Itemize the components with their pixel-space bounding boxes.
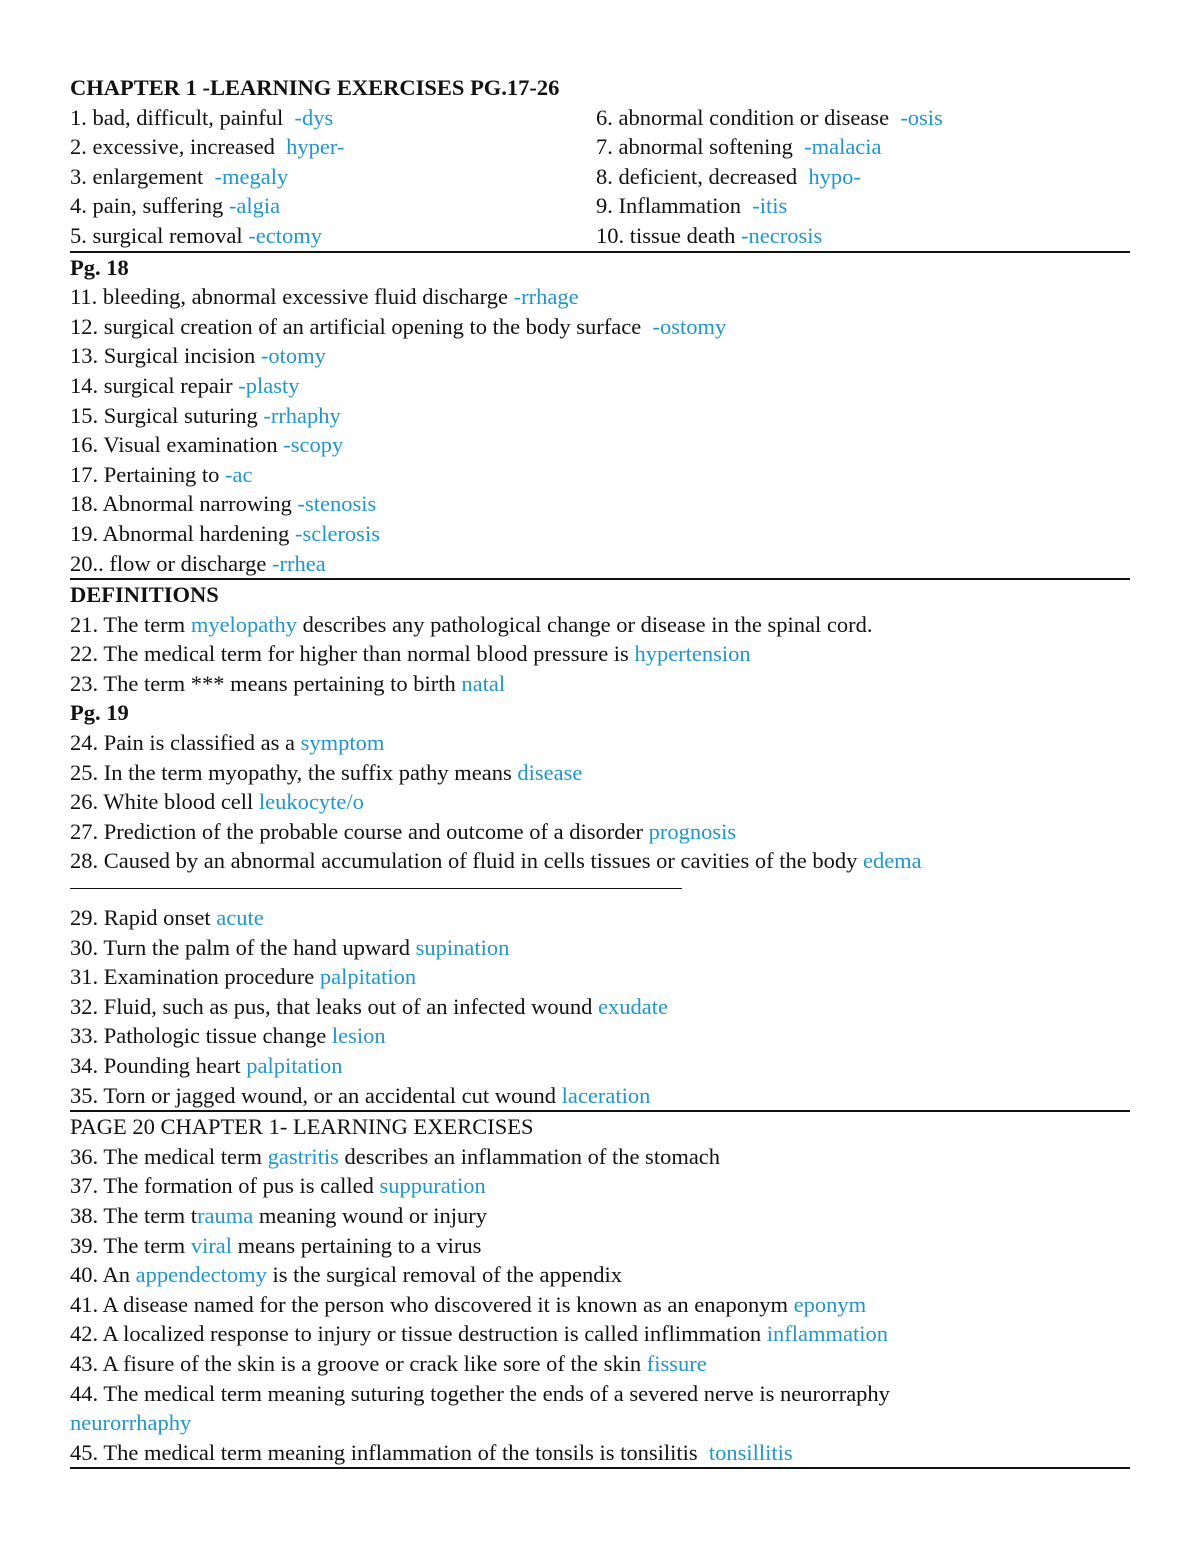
answer-text: rauma (197, 1202, 254, 1228)
section1-grid (70, 103, 1130, 251)
question-text: 1. bad, difficult, painful (70, 104, 295, 130)
answer-text: suppuration (379, 1173, 486, 1199)
question-text: 29. Rapid onset (70, 905, 217, 931)
question-text: 7. abnormal softening (596, 134, 805, 160)
question-text: 30. Turn the palm of the hand upward (70, 934, 416, 960)
list-item (70, 1231, 1130, 1261)
list-item (70, 758, 1130, 788)
list-item (70, 282, 1130, 312)
question-text: 15. Surgical suturing (70, 402, 264, 428)
answer-text: -sclerosis (294, 520, 380, 546)
answer-text: -itis (752, 193, 788, 219)
question-text: 9. Inflammation (596, 193, 753, 219)
question-text: 3. enlargement (70, 163, 215, 189)
question-text: 2. excessive, increased (70, 134, 287, 160)
answer-text: -necrosis (740, 222, 823, 248)
answer-text: -megaly (214, 163, 289, 189)
answer-text: gastritis (267, 1143, 339, 1169)
answer-text: -rrhaphy (263, 402, 341, 428)
question-text: 33. Pathologic tissue change (70, 1023, 332, 1049)
list-item (596, 191, 1130, 221)
question-text: 28. Caused by an abnormal accumulation of fluid in cells tissues or cavities of the body (70, 848, 863, 874)
list-item (70, 1051, 1130, 1081)
question-text: 20.. flow or discharge (70, 550, 273, 576)
question-text: 36. The medical term (70, 1143, 268, 1169)
answer-text: palpitation (246, 1053, 343, 1078)
section-divider (70, 1467, 1130, 1469)
list-item (70, 846, 1130, 876)
list-item (70, 1171, 1130, 1201)
list-item (70, 1021, 1130, 1051)
answer-text: edema (862, 848, 922, 874)
answer-text: acute (216, 905, 264, 931)
list-item (70, 1201, 1130, 1231)
worksheet-page (70, 73, 1130, 1469)
question-text: describes an inflammation of the stomach (338, 1143, 721, 1169)
answer-text: -ac (224, 461, 253, 487)
list-item (70, 1379, 1130, 1409)
question-text: 26. White blood cell (70, 789, 259, 815)
question-text: 37. The formation of pus is called (70, 1173, 380, 1199)
list-item (70, 549, 1130, 579)
question-text: 11. bleeding, abnormal excessive fluid discharge (70, 284, 514, 310)
list-item (70, 962, 1130, 992)
answer-text: -osis (900, 104, 943, 130)
list-item (70, 401, 1130, 431)
answer-text: inflammation (766, 1321, 888, 1347)
list-item (70, 992, 1130, 1022)
question-text: 44. The medical term meaning suturing together the ends of a severed nerve is neurorraphy (70, 1380, 890, 1406)
answer-text: tonsillitis (708, 1439, 793, 1465)
answer-text: natal (461, 670, 506, 696)
question-text: 43. A fisure of the skin is a groove or crack like sore of the skin (70, 1350, 647, 1376)
list-item (70, 312, 1130, 342)
answer-text: hyper- (286, 134, 345, 160)
question-text: 19. Abnormal hardening (70, 520, 295, 546)
question-text: 34. Pounding heart (70, 1053, 247, 1078)
answer-text: palpitation (319, 964, 417, 990)
answer-text: -algia (228, 193, 281, 219)
answer-text: supination (415, 934, 510, 960)
list-item (70, 1349, 1130, 1379)
question-text: 16. Visual examination (70, 432, 284, 458)
list-item (70, 1081, 1130, 1111)
list-item (70, 933, 1130, 963)
list-item (70, 1142, 1130, 1172)
question-text: 21. The term (70, 611, 191, 637)
list-item (596, 132, 1130, 162)
answer-text: laceration (561, 1082, 651, 1108)
answer-text: -dys (294, 104, 334, 130)
question-text: 32. Fluid, such as pus, that leaks out of an infected wound (70, 993, 599, 1019)
question-text: is the surgical removal of the appendix (266, 1262, 622, 1288)
list-item (70, 132, 596, 162)
section1-left-column (70, 103, 596, 251)
question-text: 39. The term (70, 1232, 191, 1258)
answer-text: -rrhea (272, 550, 326, 576)
list-item (596, 103, 1130, 133)
list-item (70, 162, 596, 192)
question-text: 24. Pain is classified as a (70, 730, 301, 756)
list-item (70, 1319, 1130, 1349)
list-item (70, 1438, 1130, 1468)
answer-text: leukocyte/o (258, 789, 364, 815)
answer-text: viral (190, 1232, 233, 1258)
question-text: 41. A disease named for the person who discovered it is known as an enaponym (70, 1291, 794, 1317)
section-heading-pg18: Pg. 18 (70, 254, 129, 280)
question-text: 17. Pertaining to (70, 461, 225, 487)
list-item (70, 817, 1130, 847)
question-text: 10. tissue death (596, 222, 741, 248)
list-item (70, 489, 1130, 519)
section-heading-definitions: DEFINITIONS (70, 582, 219, 608)
answer-text: -malacia (804, 134, 882, 160)
list-item (70, 371, 1130, 401)
answer-text: fissure (646, 1350, 707, 1376)
list-item (596, 221, 1130, 251)
question-text: 25. In the term myopathy, the suffix pathy means (70, 759, 518, 785)
answer-text: neurorrhaphy (70, 1410, 192, 1436)
question-text: 8. deficient, decreased (596, 163, 809, 189)
list-item (70, 787, 1130, 817)
question-text: 35. Torn or jagged wound, or an accidental cut wound (70, 1082, 562, 1108)
answer-text: -stenosis (297, 491, 377, 517)
question-text: 6. abnormal condition or disease (596, 104, 901, 130)
page-title: CHAPTER 1 -LEARNING EXERCISES PG.17-26 (70, 75, 560, 100)
question-text: 27. Prediction of the probable course and outcome of a disorder (70, 818, 649, 844)
list-item (70, 221, 596, 251)
question-text: 5. surgical removal (70, 222, 249, 248)
question-text: 13. Surgical incision (70, 343, 261, 369)
answer-text: appendectomy (135, 1262, 267, 1288)
answer-text: exudate (598, 993, 669, 1019)
question-text: 45. The medical term meaning inflammation of the tonsils is tonsilitis (70, 1439, 709, 1465)
question-text: means pertaining to a virus (232, 1232, 482, 1258)
list-item (70, 103, 596, 133)
question-text: 14. surgical repair (70, 372, 239, 398)
answer-text: prognosis (648, 818, 737, 844)
list-item (70, 191, 596, 221)
question-text: 23. The term *** means pertaining to birth (70, 670, 462, 696)
list-item (70, 669, 1130, 699)
list-item (70, 1290, 1130, 1320)
list-item (70, 610, 1130, 640)
list-item (70, 519, 1130, 549)
question-text: 38. The term t (70, 1202, 198, 1228)
answer-text: myelopathy (190, 611, 298, 637)
question-text: 4. pain, suffering (70, 193, 229, 219)
answer-text: -ectomy (248, 222, 323, 248)
question-text: meaning wound or injury (253, 1202, 487, 1228)
list-item (70, 903, 1130, 933)
list-item-continuation (70, 1408, 1130, 1438)
question-text: describes any pathological change or disease in the spinal cord. (297, 611, 873, 637)
list-item (596, 162, 1130, 192)
answer-text: hypertension (634, 641, 751, 667)
section-heading-page20: PAGE 20 CHAPTER 1- LEARNING EXERCISES (70, 1114, 534, 1140)
list-item (70, 460, 1130, 490)
question-text: 22. The medical term for higher than normal blood pressure is (70, 641, 635, 667)
answer-text: disease (517, 759, 583, 785)
list-item (70, 341, 1130, 371)
section1-right-column (596, 103, 1130, 251)
list-item (70, 639, 1130, 669)
list-item (70, 430, 1130, 460)
question-text: 31. Examination procedure (70, 964, 320, 990)
answer-text: symptom (300, 730, 385, 756)
question-text: 12. surgical creation of an artificial opening to the body surface (70, 313, 653, 339)
answer-text: -ostomy (652, 313, 727, 339)
question-text: 40. An (70, 1262, 136, 1288)
answer-text: -scopy (283, 432, 344, 458)
section-heading-pg19: Pg. 19 (70, 700, 129, 726)
answer-text: -rrhage (513, 284, 579, 310)
answer-text: hypo- (808, 163, 861, 189)
question-text: 18. Abnormal narrowing (70, 491, 298, 517)
answer-text: -otomy (260, 343, 326, 369)
separator-line (70, 888, 682, 889)
answer-text: eponym (793, 1291, 867, 1317)
answer-text: -plasty (238, 372, 300, 398)
question-text: 42. A localized response to injury or tissue destruction is called inflimmation (70, 1321, 767, 1347)
list-item (70, 728, 1130, 758)
list-item (70, 1260, 1130, 1290)
answer-text: lesion (331, 1023, 386, 1049)
